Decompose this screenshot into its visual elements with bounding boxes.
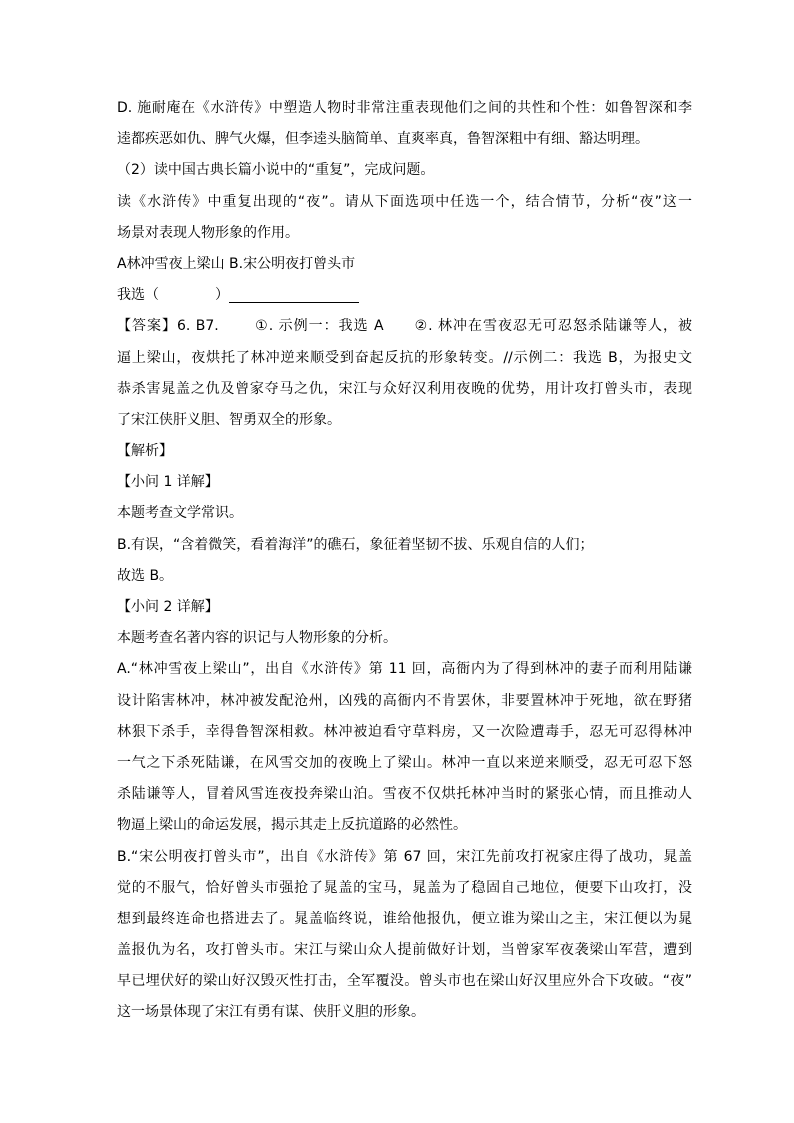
text-line <box>117 314 692 345</box>
text-line <box>117 96 692 127</box>
text-line <box>117 470 692 501</box>
text-line-content: 杀陆谦等人，冒着风雪连夜投奔梁山泊。雪夜不仅烘托林冲当时的紧张心情，而且推动人 <box>117 786 692 803</box>
text-line-content: 物逼上梁山的命运发展，揭示其走上反抗道路的必然性。 <box>117 817 467 834</box>
text-line-content: 一气之下杀死陆谦，在风雪交加的夜晚上了梁山。林冲一直以来逆来顺受，忍无可忍下怒 <box>117 754 692 771</box>
text-line-content: 本题考查文学常识。 <box>117 505 243 522</box>
text-line <box>117 626 692 657</box>
text-line <box>117 127 692 158</box>
text-line-content: 【小问 2 详解】 <box>117 599 219 615</box>
text-line <box>117 782 692 813</box>
text-line-content: 【答案】6. B7. ①. 示例一：我选 A ②. 林冲在雪夜忍无可忍怒杀陆谦等人，被 <box>117 318 692 335</box>
text-line <box>117 1000 692 1031</box>
text-line-content: 林狠下杀手，幸得鲁智深相救。林冲被迫看守草料房，又一次险遭毒手，忍无可忍得林冲 <box>117 723 692 740</box>
text-line <box>117 689 692 720</box>
text-line <box>117 969 692 1000</box>
text-line-content: 逼上梁山，夜烘托了林冲逆来顺受到奋起反抗的形象转变。//示例二：我选 B，为报史文 <box>117 349 692 366</box>
text-line-content: 【小问 1 详解】 <box>117 474 219 491</box>
text-line <box>117 501 692 532</box>
text-line-content: 恭杀害晁盖之仇及曾家夺马之仇，宋江与众好汉利用夜晚的优势，用计攻打曾头市，表现 <box>117 380 692 397</box>
text-line <box>117 221 692 252</box>
text-line <box>117 907 692 938</box>
text-line <box>117 564 692 595</box>
text-line-content: 故选 B。 <box>117 567 174 584</box>
text-line <box>117 845 692 876</box>
text-line <box>117 657 692 688</box>
text-line <box>117 720 692 751</box>
text-line-content: B.“宋公明夜打曾头市”，出自《水浒传》第 67 回，宋江先前攻打祝家庄得了战功，晁盖 <box>117 848 692 865</box>
document-page <box>117 96 692 1032</box>
text-line <box>117 158 692 189</box>
text-line <box>117 377 692 408</box>
text-line-content: 逵都疾恶如仇、脾气火爆，但李逵头脑简单、直爽率真，鲁智深粗中有细、豁达明理。 <box>117 131 649 148</box>
text-line-content: 盖报仇为名，攻打曾头市。宋江与梁山众人提前做好计划，当曾家军夜袭梁山军营，遭到 <box>117 942 692 959</box>
text-line-content: 早已埋伏好的梁山好汉毁灭性打击，全军覆没。曾头市也在梁山好汉里应外合下攻破。“夜” <box>117 973 692 990</box>
text-line-content: 设计陷害林冲，林冲被发配沧州，凶残的高衙内不肯罢休，非要置林冲于死地，欲在野猪 <box>117 692 692 709</box>
text-line <box>117 252 692 283</box>
text-line-content: 本题考查名著内容的识记与人物形象的分析。 <box>117 630 397 647</box>
answer-blank <box>229 288 359 303</box>
text-line-content: 场景对表现人物形象的作用。 <box>117 224 299 241</box>
text-line <box>117 408 692 439</box>
text-line-content: 想到最终连命也搭进去了。晁盖临终说，谁给他报仇，便立谁为梁山之主，宋江便以为晁 <box>117 910 692 927</box>
text-line-content: 了宋江侠肝义胆、智勇双全的形象。 <box>117 411 341 428</box>
text-line-content: 【解析】 <box>117 443 173 460</box>
text-line <box>117 283 692 314</box>
text-line <box>117 595 692 626</box>
text-line-content: B.有误，“含着微笑，看着海洋”的礁石，象征着坚韧不拔、乐观自信的人们； <box>117 536 594 553</box>
text-line <box>117 346 692 377</box>
text-line-content: 觉的不服气，恰好曾头市强抢了晁盖的宝马，晁盖为了稳固自己地位，便要下山攻打，没 <box>117 879 692 896</box>
text-line <box>117 813 692 844</box>
text-line <box>117 533 692 564</box>
text-line-content: （2）读中国古典长篇小说中的“重复”，完成问题。 <box>117 162 435 179</box>
text-line <box>117 938 692 969</box>
text-line <box>117 439 692 470</box>
text-line <box>117 190 692 221</box>
text-line <box>117 751 692 782</box>
text-line-content: A林冲雪夜上梁山 B.宋公明夜打曾头市 <box>117 255 356 272</box>
text-line-content: A.“林冲雪夜上梁山”，出自《水浒传》第 11 回，高衙内为了得到林冲的妻子而利用陆谦 <box>117 661 692 678</box>
text-line-content: 读《水浒传》中重复出现的“夜”。请从下面选项中任选一个，结合情节，分析“夜”这一 <box>117 193 692 210</box>
text-line-content: 我选（ ） <box>117 287 229 304</box>
text-line-content: 这一场景体现了宋江有勇有谋、侠肝义胆的形象。 <box>117 1004 425 1021</box>
text-line-content: D. 施耐庵在《水浒传》中塑造人物时非常注重表现他们之间的共性和个性：如鲁智深和李 <box>117 100 692 116</box>
text-line <box>117 876 692 907</box>
